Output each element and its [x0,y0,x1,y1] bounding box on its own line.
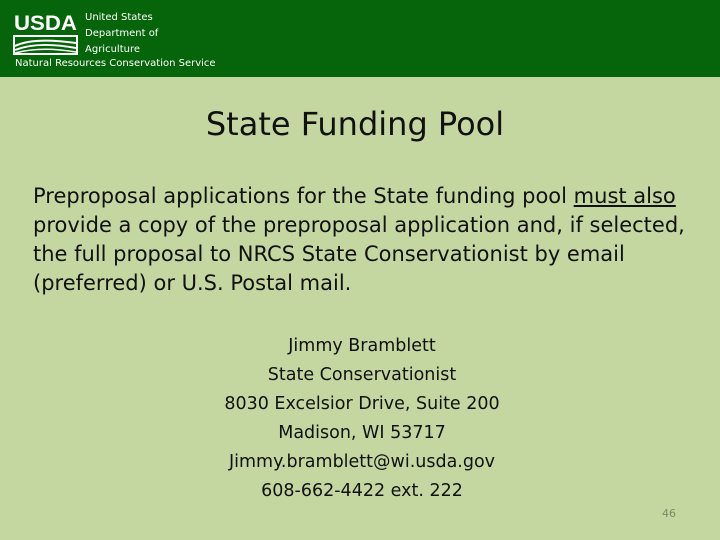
agency-name [85,10,158,58]
contact-address-line-2: Madison, WI 53717 [278,423,446,443]
body-text-part-1: Preproposal applications for the State funding pool [33,184,574,208]
contact-role: State Conservationist [267,365,457,385]
slide-body-text [33,182,693,298]
service-name: Natural Resources Conservation Service [15,58,216,69]
contact-email: Jimmy.bramblett@wi.usda.gov [228,452,496,472]
body-text-emphasis: must also [573,184,676,208]
agency-line-1: United States [85,12,153,23]
agency-line-3: Agriculture [85,44,140,55]
agency-line-2: Department of [85,28,159,39]
contact-phone: 608-662-4422 ext. 222 [261,481,463,501]
header-banner [0,0,720,77]
usda-logo [13,10,79,55]
slide-title: State Funding Pool [205,105,505,143]
page-number: 46 [662,507,676,520]
svg-text:USDA: USDA [14,12,77,35]
contact-address-line-1: 8030 Excelsior Drive, Suite 200 [224,394,500,414]
contact-block [212,332,512,506]
contact-name: Jimmy Bramblett [288,336,436,356]
body-text-part-2: provide a copy of the preproposal application and, if selected, the full proposal to NRCS State Conservationist by email (preferred) or U.S. Postal mail. [33,213,685,295]
